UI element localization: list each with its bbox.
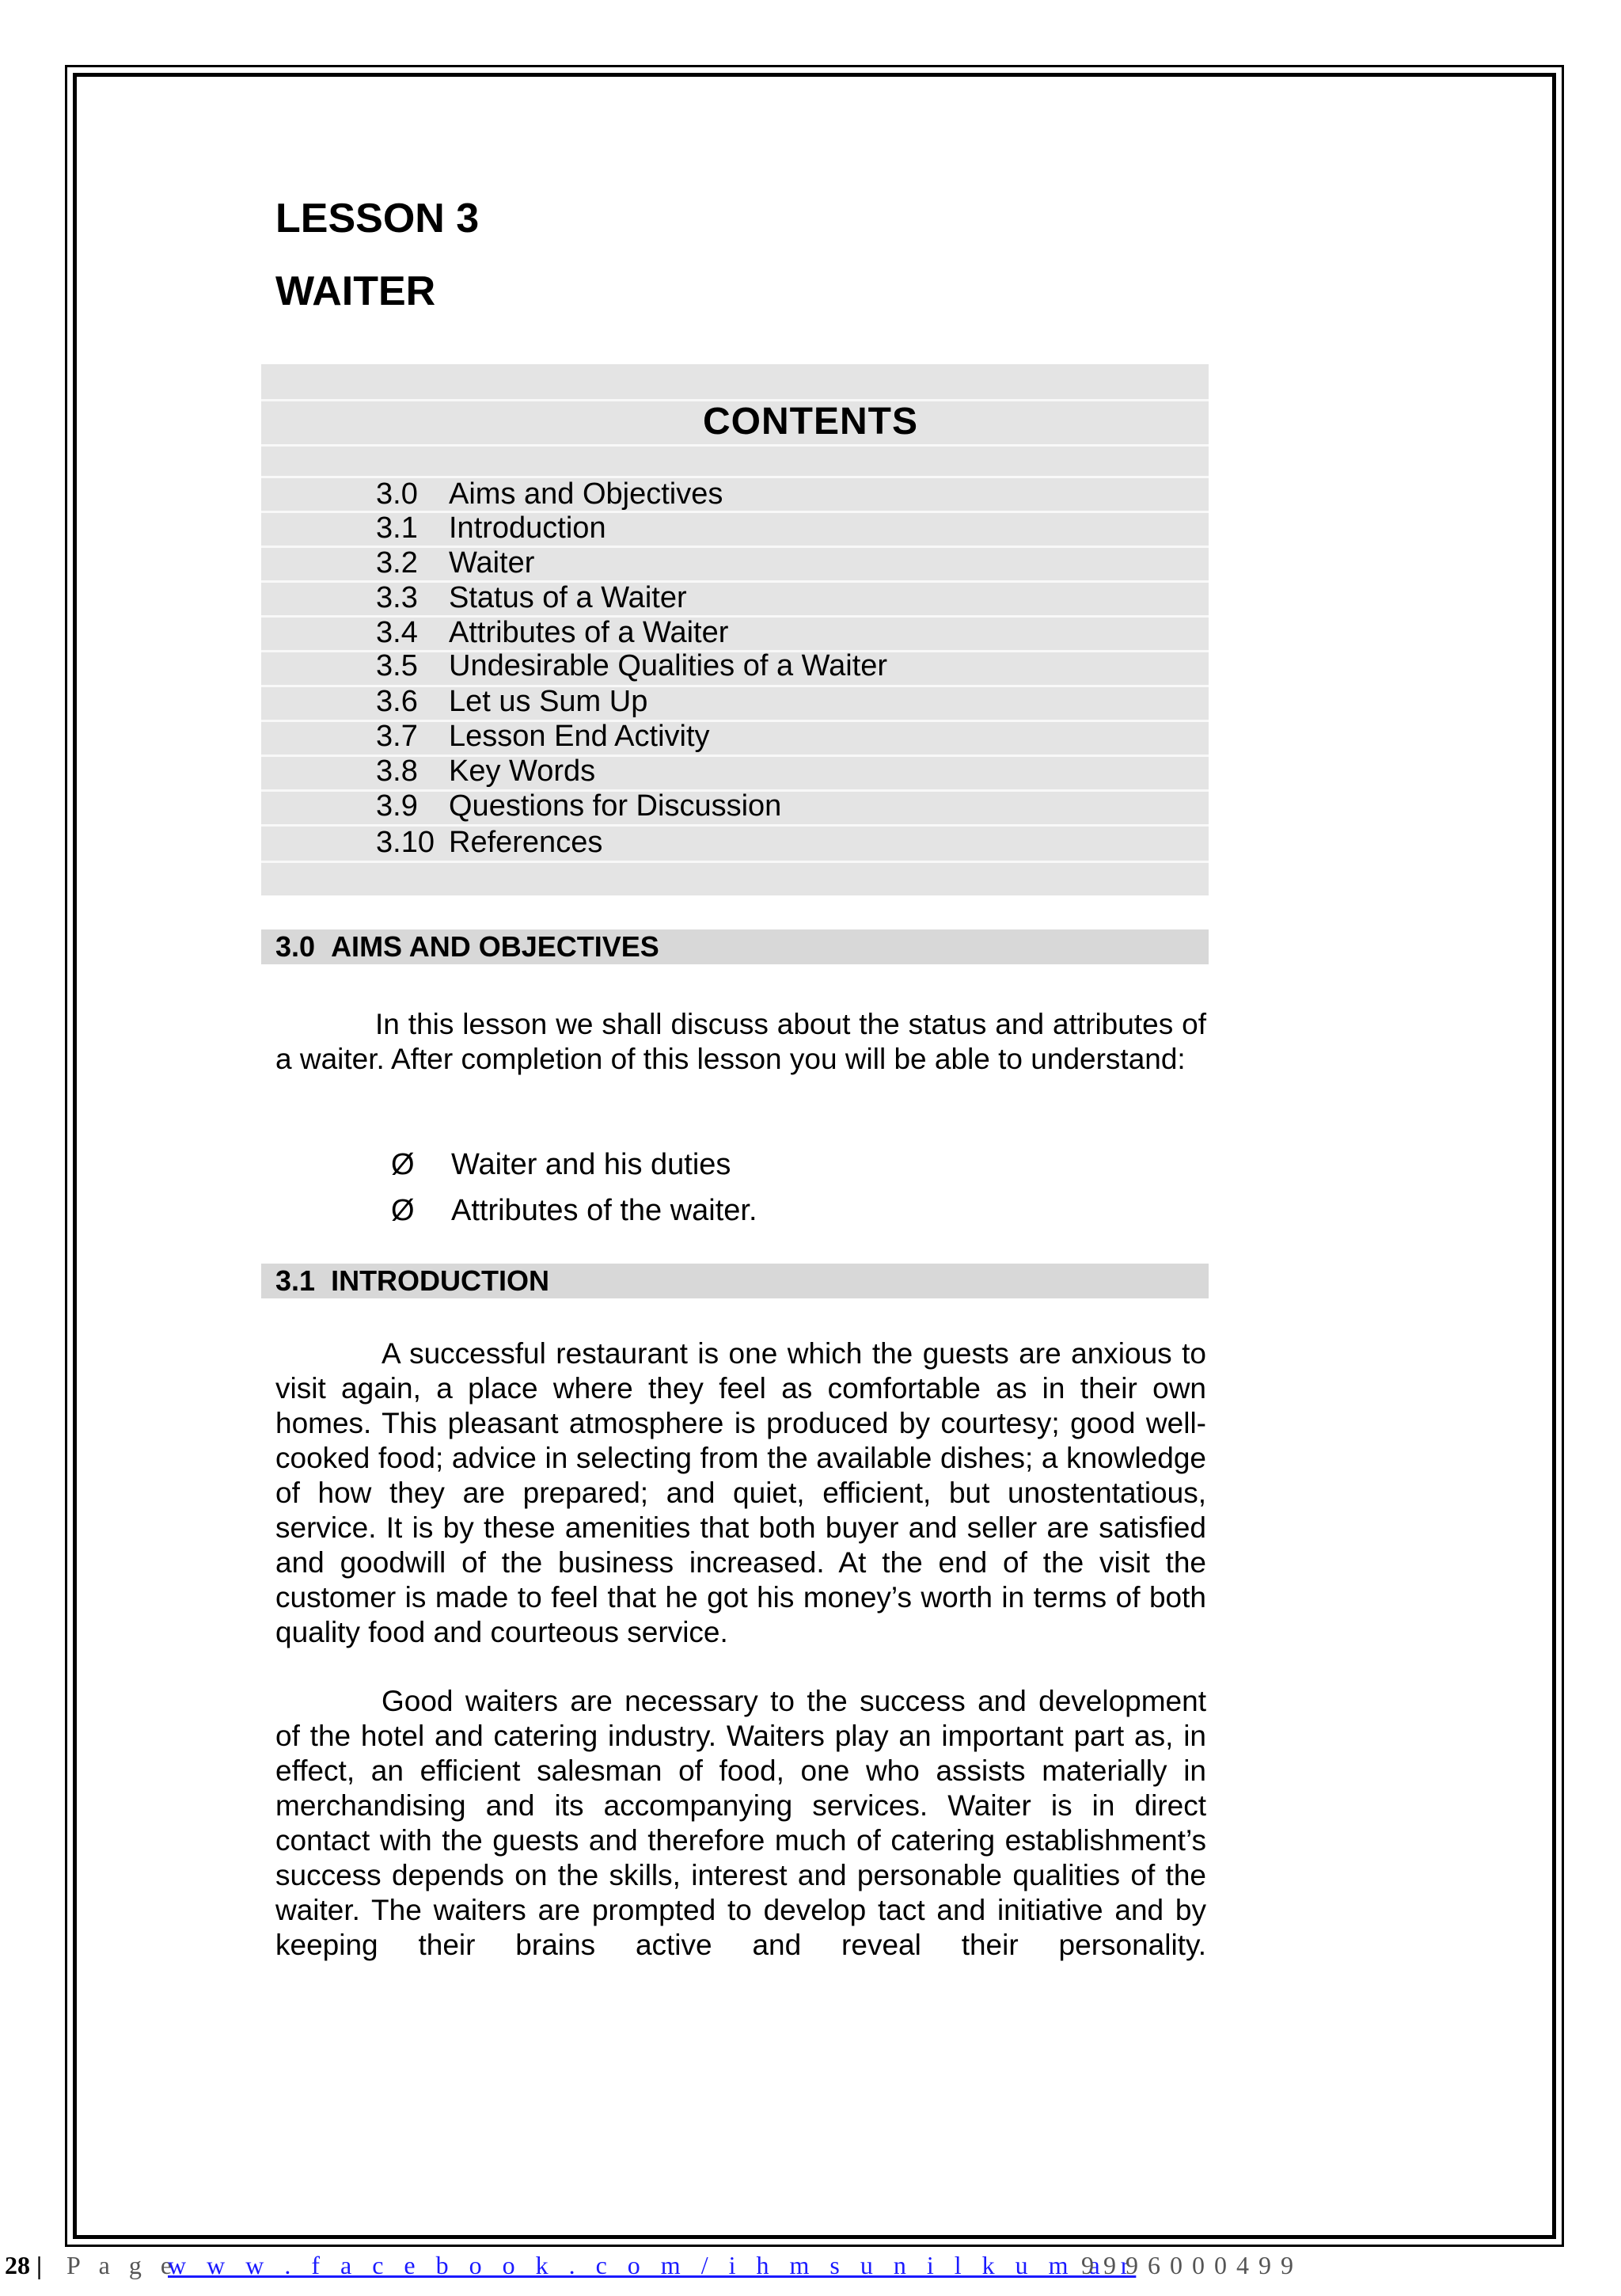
- toc-item-label: Status of a Waiter: [449, 581, 687, 614]
- toc-item-number: 3.3: [376, 581, 418, 614]
- toc-item-number: 3.4: [376, 616, 418, 649]
- toc-item-label: Let us Sum Up: [449, 685, 648, 718]
- toc-item-label: Undesirable Qualities of a Waiter: [449, 649, 888, 682]
- toc-item: [376, 615, 728, 650]
- lesson-number: LESSON 3: [275, 196, 480, 241]
- toc-item: [376, 754, 595, 789]
- bullet-symbol: Ø: [391, 1194, 415, 1227]
- toc-item: [376, 477, 723, 511]
- toc-item-number: 3.10: [376, 826, 435, 859]
- toc-item-number: 3.8: [376, 755, 418, 788]
- toc-item-number: 3.6: [376, 685, 418, 718]
- bullet-text: Waiter and his duties: [451, 1148, 731, 1181]
- section-heading-text: AIMS AND OBJECTIVES: [331, 930, 659, 963]
- toc-item-label: References: [449, 826, 603, 859]
- toc-item-number: 3.0: [376, 477, 418, 511]
- contents-heading: CONTENTS: [703, 401, 918, 443]
- toc-item-number: 3.7: [376, 720, 418, 753]
- bullet-item: [391, 1147, 731, 1182]
- bullet-item: [391, 1193, 757, 1228]
- intro-paragraph-1: A successful restaurant is one which the guests are anxious to visit again, a place where they feel as comfortable as in their own homes. This pleasant atmosphere is produced by courtesy; good well-cooked food; advice in selecting from the available dishes; a knowledge of how they are prepared; and quiet, efficient, but unostentatious, service. It is by these amenities that both buyer and seller are satisfied and goodwill of the business increased. At the end of the visit the customer is made to feel that he got his money’s worth in terms of both quality food and courteous service.: [275, 1337, 1206, 1648]
- toc-item-number: 3.5: [376, 649, 418, 682]
- toc-item: [376, 545, 534, 580]
- toc-item: [376, 511, 606, 545]
- phone-number: 9996000499: [1081, 2251, 1303, 2279]
- aims-paragraph: In this lesson we shall discuss about the status and attributes of a waiter. After completion of this lesson you will be able to understand:: [275, 1008, 1206, 1075]
- bullet-text: Attributes of the waiter.: [451, 1194, 757, 1227]
- toc-item-label: Aims and Objectives: [449, 477, 723, 511]
- page-number: 28 |: [5, 2251, 43, 2279]
- toc-item-label: Lesson End Activity: [449, 720, 710, 753]
- page-footer: [0, 2245, 1621, 2285]
- section-heading-number: 3.0: [275, 930, 316, 963]
- toc-item: [376, 648, 887, 683]
- section-heading-introduction: [261, 1264, 1209, 1298]
- toc-item-label: Questions for Discussion: [449, 789, 782, 823]
- toc-item-label: Introduction: [449, 511, 606, 545]
- section-heading-number: 3.1: [275, 1264, 316, 1297]
- section-heading-text: INTRODUCTION: [331, 1264, 550, 1297]
- intro-paragraph-2: Good waiters are necessary to the success and development of the hotel and catering industry. Waiters play an important part as, in effect, an efficient salesman of food, one who assists materially in merchandising and its accompanying services. Waiter is in direct contact with the guests and therefore much of catering establishment’s success depends on the skills, interest and personable qualities of the waiter. The waiters are prompted to develop tact and initiative and by keeping their brains active and reveal their personality.: [275, 1685, 1206, 1961]
- toc-item: [376, 789, 781, 823]
- toc-item-number: 3.1: [376, 511, 418, 545]
- bullet-symbol: Ø: [391, 1148, 415, 1181]
- toc-item-number: 3.2: [376, 546, 418, 580]
- toc-item: [376, 580, 687, 615]
- toc-item: [376, 684, 647, 719]
- toc-item-number: 3.9: [376, 789, 418, 823]
- section-heading-aims: [261, 929, 1209, 964]
- toc-item-label: Key Words: [449, 755, 596, 788]
- toc-item: [376, 825, 602, 860]
- toc-item-label: Waiter: [449, 546, 535, 580]
- facebook-link[interactable]: w w w . f a c e b o o k . c o m / i h m s u n i l k u m a r: [168, 2251, 1137, 2279]
- toc-item-label: Attributes of a Waiter: [449, 616, 729, 649]
- toc-item: [376, 719, 710, 754]
- page-label: P a g e: [66, 2251, 179, 2279]
- lesson-title: WAITER: [275, 268, 436, 314]
